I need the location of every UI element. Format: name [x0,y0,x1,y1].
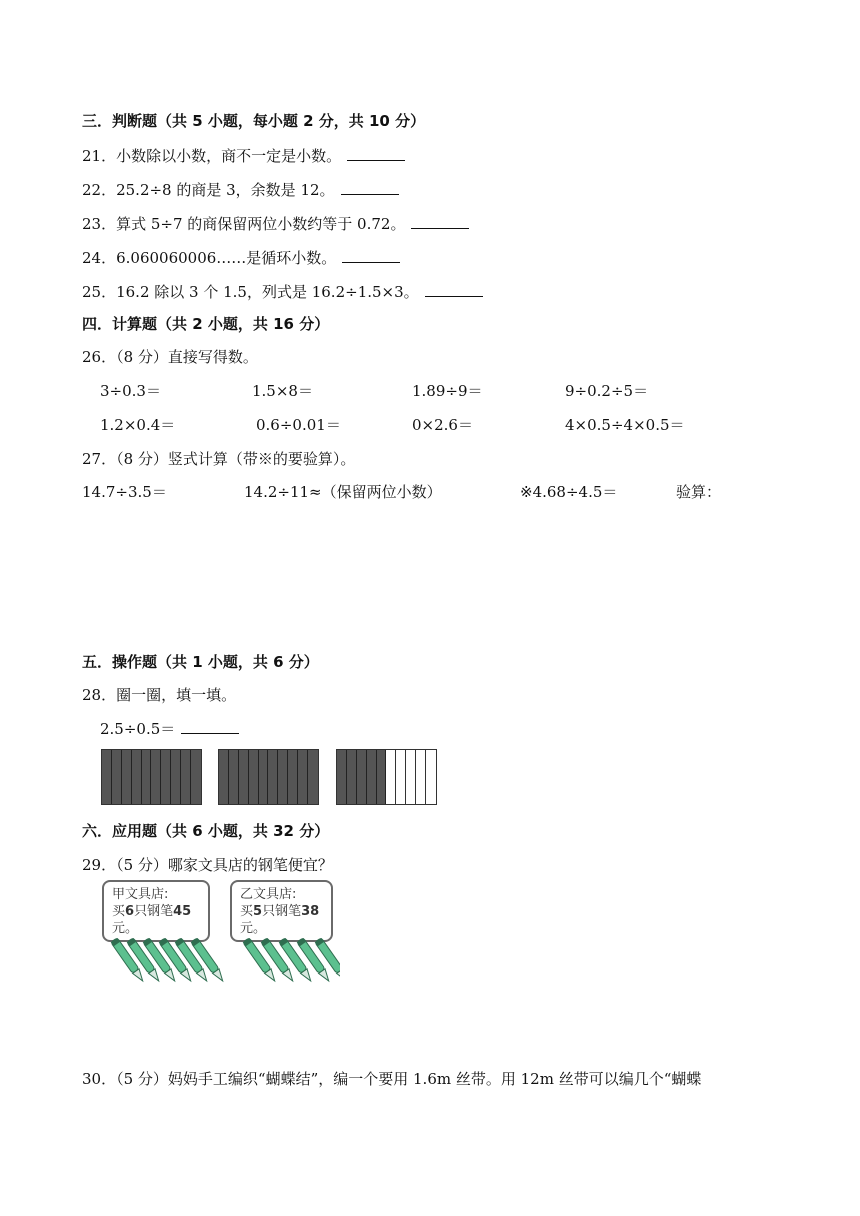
pens-shop-a [111,938,226,983]
answer-blank-24[interactable] [342,248,400,263]
shop-b-offer: 买5只钢笔38 [240,904,320,919]
answer-blank-28[interactable] [181,719,239,734]
vertical-calc-item: 14.7÷3.5＝ [82,483,167,501]
tenths-bar-3 [336,749,437,805]
question-28-expression [100,718,239,739]
answer-blank-21[interactable] [347,146,405,161]
question-24 [82,247,400,268]
question-28-title: 28．圈一圈，填一填。 [82,686,237,704]
expression-text: 2.5÷0.5＝ [100,720,176,738]
calc-item: 1.2×0.4＝ [100,416,176,434]
shop-a-offer: 买6只钢笔45 [112,904,192,919]
shop-b-unit: 元。 [240,921,267,936]
question-25 [82,281,483,302]
shop-a-unit: 元。 [112,921,139,936]
pens-shop-b [243,938,340,983]
question-25-text: 25．16.2 除以 3 个 1.5，列式是 16.2÷1.5×3。 [82,283,419,301]
shop-a-name: 甲文具店: [112,887,169,902]
calc-item: 4×0.5÷4×0.5＝ [565,416,685,434]
question-22 [82,179,399,200]
tenths-bar-1 [101,749,202,805]
question-30-text: 30．（5 分）妈妈手工编织“蝴蝶结”，编一个要用 1.6m 丝带。用 12m 丝带可以编几个“蝴蝶 [82,1070,702,1088]
tenths-bar-2 [218,749,319,805]
question-29-title: 29．（5 分）哪家文具店的钢笔便宜？ [82,856,333,874]
vertical-calc-item: ※4.68÷4.5＝ [520,483,618,501]
shop-a-sign [102,880,210,942]
calc-item: 9÷0.2÷5＝ [565,382,649,400]
answer-blank-25[interactable] [425,282,483,297]
section-4-heading: 四．计算题（共 2 小题，共 16 分） [82,315,330,333]
shop-b-sign [230,880,333,942]
shop-b-name: 乙文具店: [240,887,297,902]
vertical-calc-item: 14.2÷11≈（保留两位小数） [244,483,442,501]
calc-item: 1.89÷9＝ [412,382,483,400]
question-26-title: 26．（8 分）直接写得数。 [82,348,258,366]
answer-blank-22[interactable] [341,180,399,195]
calc-item: 0.6÷0.01＝ [256,416,341,434]
answer-blank-23[interactable] [411,214,469,229]
calc-item: 0×2.6＝ [412,416,473,434]
question-23 [82,213,469,234]
calc-item: 3÷0.3＝ [100,382,161,400]
question-24-text: 24．6.060060006……是循环小数。 [82,249,337,267]
section-6-heading: 六．应用题（共 6 小题，共 32 分） [82,822,330,840]
question-23-text: 23．算式 5÷7 的商保留两位小数约等于 0.72。 [82,215,406,233]
calc-item: 1.5×8＝ [252,382,313,400]
section-3-heading: 三．判断题（共 5 小题，每小题 2 分，共 10 分） [82,112,426,130]
question-22-text: 22．25.2÷8 的商是 3，余数是 12。 [82,181,335,199]
question-21-text: 21．小数除以小数，商不一定是小数。 [82,147,342,165]
pens-illustration [100,938,340,994]
check-label: 验算： [676,483,722,501]
section-5-heading: 五．操作题（共 1 小题，共 6 分） [82,653,319,671]
question-21 [82,145,405,166]
question-27-title: 27．（8 分）竖式计算（带※的要验算）。 [82,450,356,468]
